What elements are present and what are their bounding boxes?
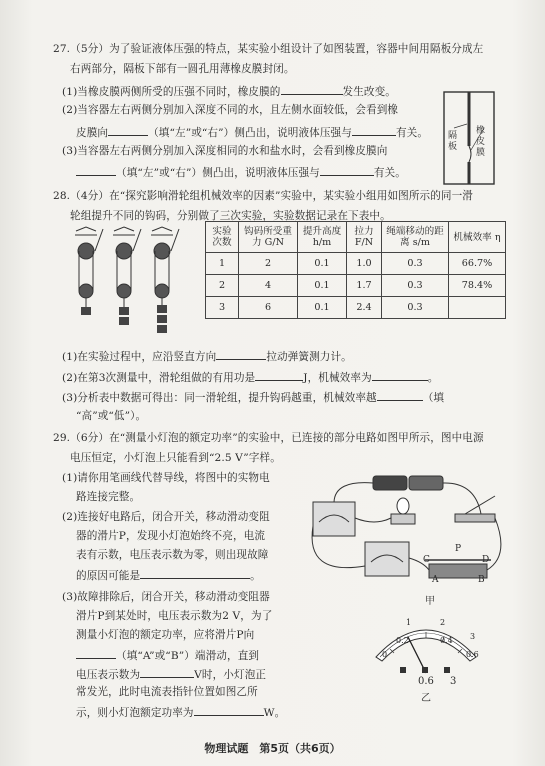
q28-stem-line2: 轮组提升不同的钩码，分别做了三次实验，实验数据记录在下表中。 [70,210,391,222]
q29-part3-line2: 滑片P到某处时，电压表示数为2 V，为了 [76,610,273,622]
q27-part3-line2 [76,165,406,180]
dial-tick-0: 0 [382,650,388,659]
q29-part3-line7 [76,705,285,720]
table-cell: 6 [239,297,298,319]
rheostat-label-A: A [432,575,439,585]
table-cell: 2.4 [347,297,382,319]
q29-part2-line3: 表有示数，电压表示数为零，则出现故障 [76,549,269,561]
table-header: 钩码所受重力 G/N [239,222,298,253]
q27-text: 有关。 [395,127,429,139]
rheostat-label-D: D [482,555,490,565]
q27-part2-line2 [76,125,428,140]
figure-label-jia: 甲 [425,596,435,607]
table-cell [449,297,506,319]
answer-blank[interactable] [140,568,250,579]
q29-part2-line2: 器的滑片P，发现小灯泡始终不亮，电流 [76,530,266,542]
table-cell: 0.1 [298,253,347,275]
experiment-table [205,221,506,319]
q27-part1-text: (1)当橡皮膜两侧所受的压强不同时，橡皮膜的 [62,86,281,98]
q28-text: （填 [422,392,445,404]
table-header: 实验次数 [206,222,239,253]
rheostat-label-C: C [423,555,430,565]
q29-part3-line5 [76,667,266,682]
q28-text: 。 [427,372,439,384]
q27-text: 皮膜向 [76,127,109,139]
q29-text: 的原因可能是 [76,570,141,582]
table-header: 拉力 F/N [347,222,382,253]
q28-text: J，机械效率为 [303,372,372,384]
table-cell: 2 [239,253,298,275]
q29-part1-line1: (1)请你用笔画线代替导线，将图中的实物电 [62,472,270,484]
table-header: 机械效率 η [449,222,506,253]
table-cell: 0.3 [382,297,449,319]
q29-text: V时，小灯泡正 [194,669,267,681]
answer-blank[interactable] [255,370,303,381]
answer-blank[interactable] [372,370,428,381]
q29-text: W。 [263,707,286,719]
answer-blank[interactable] [194,705,264,716]
q27-part1 [62,84,396,99]
answer-blank[interactable] [352,125,396,136]
table-cell: 0.3 [382,275,449,297]
q29-text: 电压表示数为 [76,669,141,681]
q28-text: 拉动弹簧测力计。 [266,351,352,363]
q29-part3-line1: (3)故障排除后，闭合开关，移动滑动变阻器 [62,591,270,603]
table-cell: 4 [239,275,298,297]
rheostat-label-B: B [478,575,485,585]
q27-stem-line2: 右两部分，隔板下部有一圆孔用薄橡皮膜封闭。 [70,63,295,75]
q27-stem-line1: 27.（5分）为了验证液体压强的特点，某实验小组设计了如图装置，容器中间用隔板分成左 [53,43,484,55]
table-cell: 1.7 [347,275,382,297]
q28-part3-line1 [62,390,444,405]
q29-text: 测量小灯泡的额定功率，应将滑片P向 [76,629,255,641]
table-cell: 78.4% [449,275,506,297]
q28-text: (3)分析表中数据可得出：同一滑轮组，提升钩码越重，机械效率越 [62,392,377,404]
q29-part3-line3 [76,629,254,642]
table-cell: 0.1 [298,275,347,297]
q29-part3-line6: 常发光，此时电流表指针位置如图乙所 [76,686,258,698]
q29-text: （填“A”或“B”）端滑动，直到 [116,650,260,662]
dial-tick-0.6: 0.6 [466,650,479,659]
dial-tick-0.2: 0.2 [396,636,409,645]
table-row [206,275,506,297]
q27-part2-line1: (2)当容器左右两侧分别加入深度不同的水，且左侧水面较低，会看到橡 [62,104,399,116]
q27-part3-line1: (3)当容器左右两侧分别加入深度相同的水和盐水时，会看到橡皮膜向 [62,145,388,157]
table-header-row [206,222,506,253]
answer-blank[interactable] [216,349,266,360]
dial-tick-1: 1 [406,618,412,627]
partition-label: 隔板 [448,131,458,152]
table-row [206,253,506,275]
q29-part2-line4 [76,568,261,583]
figure-label-yi: 乙 [421,693,431,704]
q29-text: 。 [250,570,261,582]
q27-part1-tail: 发生改变。 [342,86,396,98]
q27-text: 有关。 [373,167,406,179]
q29-stem-line1: 29.（6分）在“测量小灯泡的额定功率”的实验中，已连接的部分电路如图甲所示，图中电源 [53,432,484,444]
q28-part3-line2: “高”或“低”）。 [76,410,147,422]
page-footer: 物理试题 第5页（共6页） [204,742,341,755]
table-cell: 66.7% [449,253,506,275]
terminal-label-3: 3 [450,676,457,687]
answer-blank[interactable] [108,125,148,136]
q29-part3-line4 [76,648,259,663]
dial-tick-2: 2 [440,618,446,627]
answer-blank[interactable] [76,165,116,176]
table-cell: 0.1 [298,297,347,319]
table-header: 提升高度 h/m [298,222,347,253]
q28-text: (1)在实验过程中，应沿竖直方向 [62,351,217,363]
dial-tick-0.4: 0.4 [440,636,453,645]
table-header: 绳端移动的距离 s/m [382,222,449,253]
table-cell: 3 [206,297,239,319]
q28-part2 [62,370,438,385]
answer-blank[interactable] [140,667,194,678]
q29-part2-line1: (2)连接好电路后，闭合开关，移动滑动变阻 [62,511,270,523]
q28-text: (2)在第3次测量中，滑轮组做的有用功是 [62,372,256,384]
ammeter-dial [370,607,482,679]
table-cell: 1 [206,253,239,275]
q27-text: （填“左”或“右”）侧凸出，说明液体压强与 [148,127,352,139]
q27-text: （填“左”或“右”）侧凸出，说明液体压强与 [116,167,320,179]
q29-text: 示，则小灯泡额定功率为 [76,707,194,719]
q28-stem-line1: 28.（4分）在“探究影响滑轮组机械效率的因素”实验中，某实验小组用如图所示的同一滑 [53,190,473,202]
table-cell: 0.3 [382,253,449,275]
answer-blank[interactable] [76,648,116,659]
q28-part1 [62,349,352,364]
answer-blank[interactable] [320,165,374,176]
slider-label-P: P [455,544,462,554]
terminal-label-0.6: 0.6 [418,676,434,687]
answer-blank[interactable] [377,390,423,401]
answer-blank[interactable] [281,84,343,95]
membrane-label: 橡皮膜 [476,126,486,158]
q29-part1-line2: 路连接完整。 [76,491,141,503]
circuit-diagram [305,466,520,606]
dial-tick-3: 3 [470,632,476,641]
table-row [206,297,506,319]
table-cell: 1.0 [347,253,382,275]
table-cell: 2 [206,275,239,297]
pulley-diagram [70,225,200,337]
q29-stem-line2: 电压恒定，小灯泡上只能看到“2.5 V”字样。 [70,452,281,464]
